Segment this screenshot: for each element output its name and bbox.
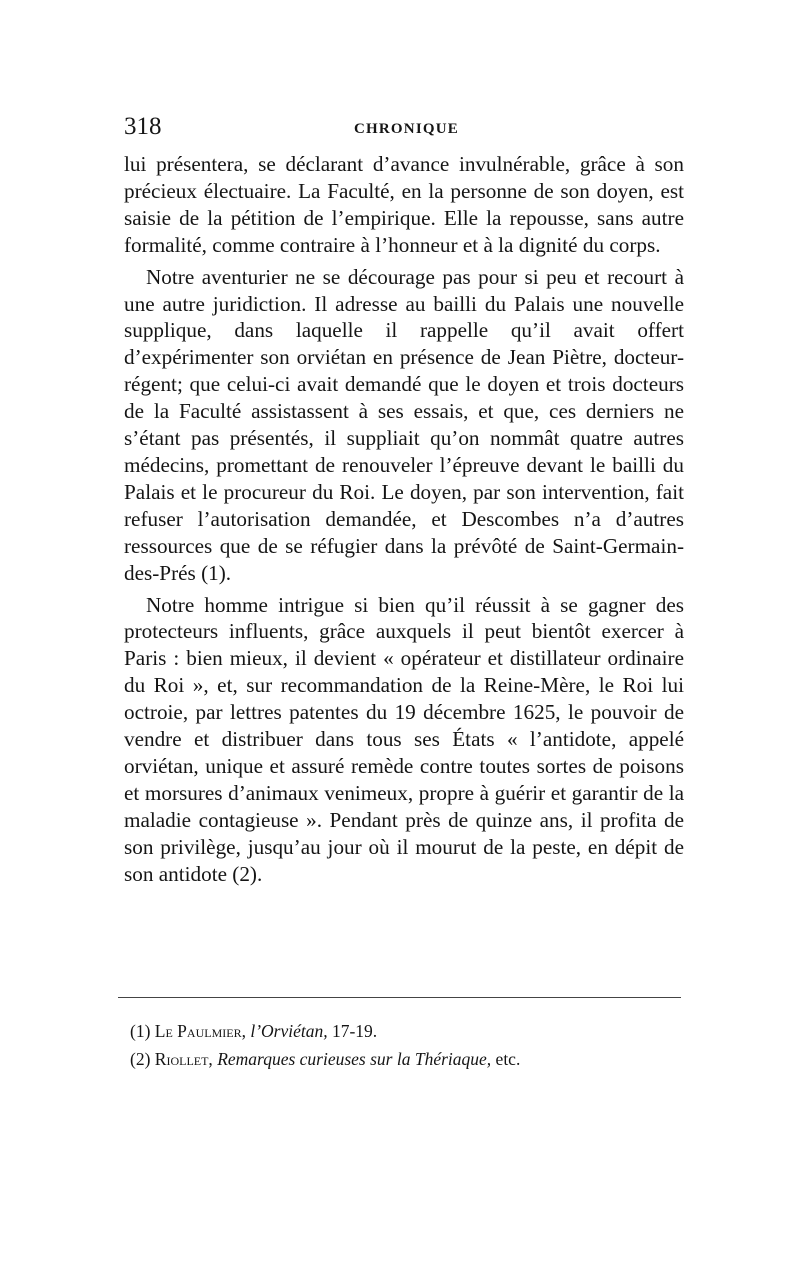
footnote-title: Remarques curieuses sur la Thériaque, [217, 1049, 492, 1069]
footnote-divider [118, 997, 681, 998]
running-title: CHRONIQUE [354, 121, 459, 137]
footnote-title: l’Orviétan, [250, 1021, 328, 1041]
paragraph-2: Notre aventurier ne se décourage pas pour si peu et recourt à une autre juridiction. Il adresse au bailli du Palais une nouvelle supplique, dans laquelle il rappelle qu’il avait offert d’expérimenter son orviétan en présence de Jean Piètre, docteur-régent; que celui-ci avait demandé que le doyen et trois docteurs de la Faculté assistassent à ses essais, et que, ces derniers ne s’étant pas présentés, il suppliait qu’on nommât quatre autres médecins, promettant de renouveler l’épreuve devant le bailli du Palais et le procureur du Roi. Le doyen, par son intervention, fait refuser l’autorisation demandée, et Descombes n’a d’autres ressources que de se réfugier dans la prévôté de Saint-Germain-des-Prés (1). [124, 264, 684, 585]
page-number: 318 [124, 113, 162, 140]
footnote-1 [130, 1017, 690, 1045]
body-text [124, 151, 684, 887]
footnote-pages: 17-19. [331, 1021, 378, 1041]
page-header [124, 112, 684, 146]
footnote-marker: (2) [130, 1049, 151, 1069]
footnote-pages: etc. [495, 1049, 521, 1069]
footnote-author: Le Paulmier, [154, 1021, 246, 1041]
footnote-marker: (1) [130, 1021, 151, 1041]
footnote-author: Riollet, [154, 1049, 213, 1069]
footnotes [130, 1017, 690, 1073]
paragraph-3: Notre homme intrigue si bien qu’il réussit à se gagner des protecteurs influents, grâce auxquels il peut bientôt exercer à Paris : bien mieux, il devient « opérateur et distillateur ordinaire du Roi », et, sur recommandation de la Reine-Mère, le Roi lui octroie, par lettres patentes du 19 décembre 1625, le pouvoir de vendre et distribuer dans tous ses États « l’antidote, appelé orviétan, unique et assuré remède contre toutes sortes de poisons et morsures d’animaux venimeux, propre à guérir et garantir de la maladie contagieuse ». Pendant près de quinze ans, il profita de son privilège, jusqu’au jour où il mourut de la peste, en dépit de son antidote (2). [124, 592, 684, 886]
paragraph-1: lui présentera, se déclarant d’avance invulnérable, grâce à son précieux électuaire. La Faculté, en la personne de son doyen, est saisie de la pétition de l’empirique. Elle la repousse, sans autre formalité, comme contraire à l’honneur et à la dignité du corps. [124, 152, 684, 257]
footnote-2 [130, 1045, 690, 1073]
